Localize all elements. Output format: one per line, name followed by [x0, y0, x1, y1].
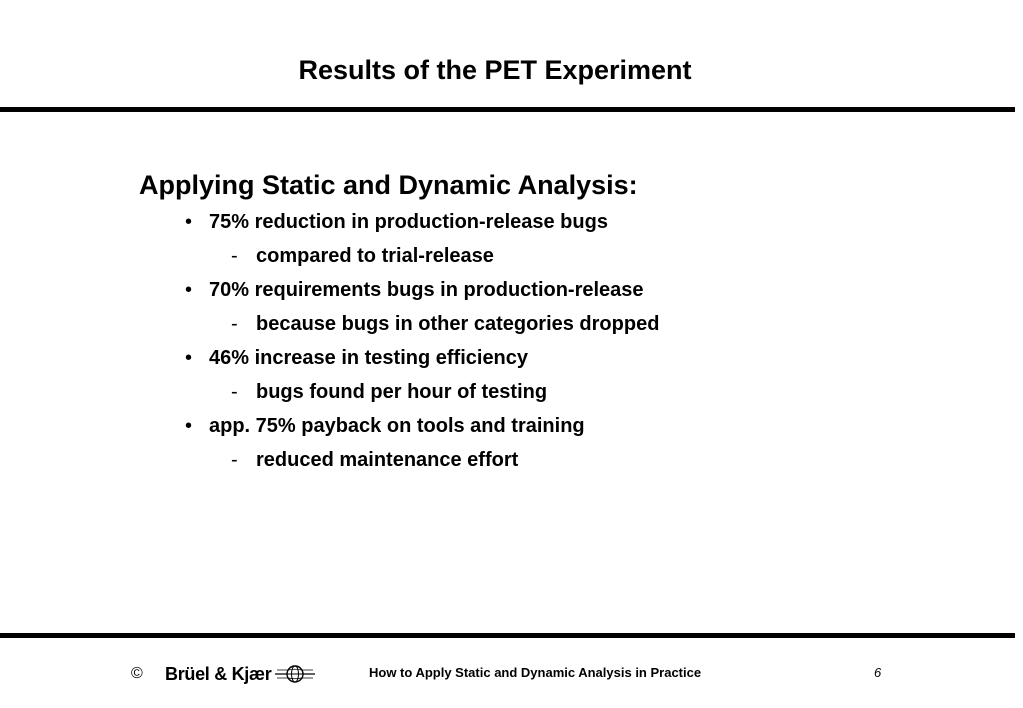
bullet-item — [185, 341, 659, 375]
bullet-list — [139, 205, 659, 477]
page-number: 6 — [874, 665, 882, 680]
globe-logo-icon — [275, 664, 315, 684]
bullet-icon: • — [185, 415, 193, 437]
bullet-text: app. 75% payback on tools and training — [209, 415, 585, 437]
slide-content — [139, 165, 659, 477]
bullet-icon: • — [185, 279, 193, 301]
brand-logo — [165, 661, 315, 687]
top-divider — [0, 107, 1015, 112]
sub-bullet-item — [231, 443, 659, 477]
bullet-item — [185, 205, 659, 239]
bullet-text: 46% increase in testing efficiency — [209, 347, 529, 369]
sub-bullet-item — [231, 375, 659, 409]
sub-bullet-text: bugs found per hour of testing — [256, 381, 548, 403]
bullet-item — [185, 409, 659, 443]
bullet-item — [185, 273, 659, 307]
sub-bullet-text: compared to trial-release — [256, 245, 494, 267]
bullet-icon: • — [185, 211, 193, 233]
sub-bullet-text: reduced maintenance effort — [256, 449, 519, 471]
bottom-divider — [0, 633, 1015, 638]
dash-icon: - — [231, 381, 238, 403]
content-heading: Applying Static and Dynamic Analysis: — [139, 170, 638, 200]
dash-icon: - — [231, 449, 238, 471]
copyright-symbol: © — [131, 665, 143, 682]
sub-bullet-item — [231, 307, 660, 341]
bullet-text: 75% reduction in production-release bugs — [209, 211, 608, 233]
footer-caption: How to Apply Static and Dynamic Analysis in Practice — [369, 665, 702, 680]
sub-bullet-item — [231, 239, 659, 273]
bullet-icon: • — [185, 347, 193, 369]
dash-icon: - — [231, 245, 238, 267]
sub-bullet-text: because bugs in other categories dropped — [256, 313, 660, 335]
dash-icon: - — [231, 313, 238, 335]
brand-name: Brüel & Kjær — [165, 664, 272, 684]
slide-title: Results of the PET Experiment — [298, 55, 692, 85]
bullet-text: 70% requirements bugs in production-release — [209, 279, 644, 301]
